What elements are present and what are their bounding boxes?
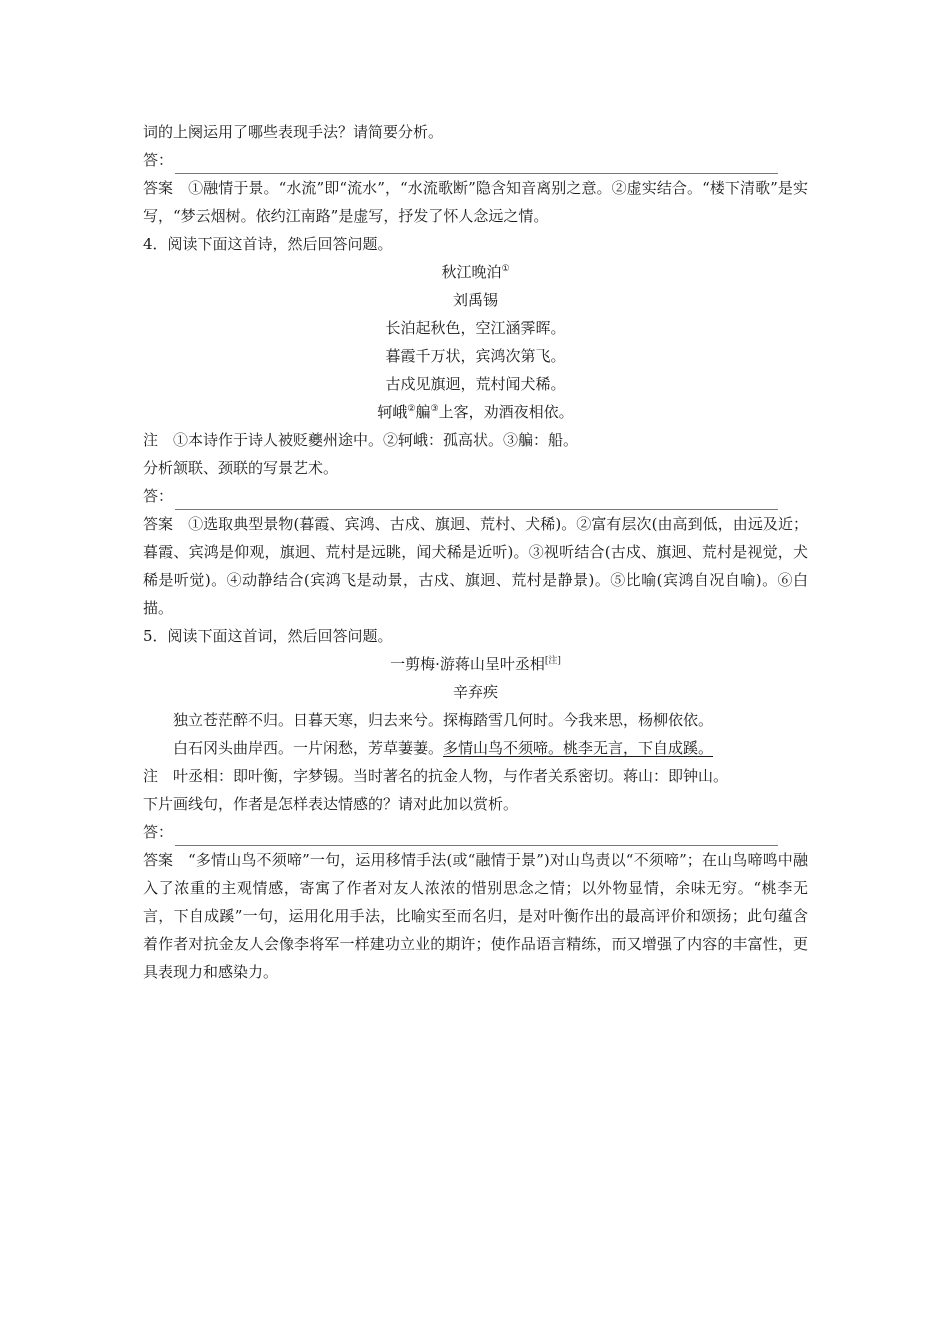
q5-answer-prompt: 答： [143,823,174,841]
q4-poem-line: 暮霞千万状，宾鸿次第飞。 [385,347,566,365]
q4-prompt: 4．阅读下面这首诗，然后回答问题。 [143,235,393,253]
q4-note-mark-2: ② [407,404,416,414]
q3-answer-label: 答案 [143,179,174,197]
q5-notes [143,762,808,790]
q5-answer [143,846,808,986]
q4-poem-title [143,258,808,286]
document-page [143,118,808,986]
q4-poem-line-last [143,398,808,426]
q5-stanza-1: 独立苍茫醉不归。日暮天寒，归去来兮。探梅踏雪几何时。今我来思，杨柳依依。 [173,711,714,729]
q5-prompt: 5．阅读下面这首词，然后回答问题。 [143,627,393,645]
q3-answer-row [143,146,808,174]
q4-question: 分析颔联、颈联的写景艺术。 [143,459,339,477]
q4-answer-label: 答案 [143,515,174,533]
q4-poem-title-note: ① [501,264,510,274]
q4-notes [143,426,808,454]
q5-author: 辛弃疾 [452,683,498,701]
q3-answer-prompt: 答： [143,151,174,169]
q5-notes-label: 注 [143,767,159,785]
q4-answer-row [143,482,808,510]
q5-answer-label: 答案 [143,851,174,869]
q3-answer-input-line[interactable] [175,154,778,174]
q5-stanza-2-underlined: 多情山鸟不须啼。桃李无言，下自成蹊。 [443,739,714,757]
q4-author: 刘禹锡 [452,291,498,309]
q4-notes-label: 注 [143,431,159,449]
q3-answer-text: ①融情于景。“水流”即“流水”，“水流歌断”隐含知音离别之意。②虚实结合。“楼下清歌”是实写，“梦云烟树。依约江南路”是虚写，抒发了怀人念远之情。 [143,179,808,225]
q4-last-line-part2: 艑 [415,403,431,421]
q4-notes-text: ①本诗作于诗人被贬夔州途中。②轲峨：孤高状。③艑：船。 [173,431,579,449]
q5-answer-input-line[interactable] [175,826,778,846]
q4-poem-title-text: 秋江晚泊 [441,263,502,281]
q3-answer [143,174,808,230]
q5-poem-title-note: [注] [544,656,561,666]
q4-answer [143,510,808,622]
q4-answer-text: ①选取典型景物(暮霞、宾鸿、古戍、旗迥、荒村、犬稀)。②富有层次(由高到低，由远及近；暮霞、宾鸿是仰观，旗迥、荒村是远眺，闻犬稀是近听)。③视听结合(古戍、旗迥、荒村是视觉，犬稀是听觉)。④动静结合(宾鸿飞是动景，古戍、旗迥、荒村是静景)。⑤比喻(宾鸿自况自喻)。⑥白描。 [143,515,808,617]
q3-question: 词的上阕运用了哪些表现手法？请简要分析。 [143,123,444,141]
q5-answer-text: “多情山鸟不须啼”一句，运用移情手法(或“融情于景”)对山鸟责以“不须啼”；在山鸟啼鸣中融入了浓重的主观情感，寄寓了作者对友人浓浓的惜别思念之情；以外物显情，余味无穷。“桃李无言，下自成蹊”一句，运用化用手法，比喻实至而名归，是对叶衡作出的最高评价和颂扬；此句蕴含着作者对抗金友人会像李将军一样建功立业的期许；使作品语言精练，而又增强了内容的丰富性，更具表现力和感染力。 [143,851,808,981]
q4-answer-input-line[interactable] [175,490,778,510]
q5-stanza-2-plain: 白石冈头曲岸西。一片闲愁，芳草萋萋。 [173,739,444,757]
q4-poem-line: 长泊起秋色，空江涵霁晖。 [385,319,566,337]
q5-question: 下片画线句，作者是怎样表达情感的？请对此加以赏析。 [143,795,519,813]
q4-note-mark-3: ③ [430,404,439,414]
q5-poem-title [143,650,808,678]
q4-last-line-part3: 上客，劝酒夜相依。 [438,403,574,421]
q4-last-line-part1: 轲峨 [377,403,408,421]
q5-stanza-2 [143,734,808,762]
q5-answer-row [143,818,808,846]
q5-notes-text: 叶丞相：即叶衡，字梦锡。当时著名的抗金人物，与作者关系密切。蒋山：即钟山。 [173,767,729,785]
q5-poem-title-text: 一剪梅·游蒋山呈叶丞相 [390,655,545,673]
q4-answer-prompt: 答： [143,487,174,505]
q4-poem-line: 古戍见旗迥，荒村闻犬稀。 [385,375,566,393]
